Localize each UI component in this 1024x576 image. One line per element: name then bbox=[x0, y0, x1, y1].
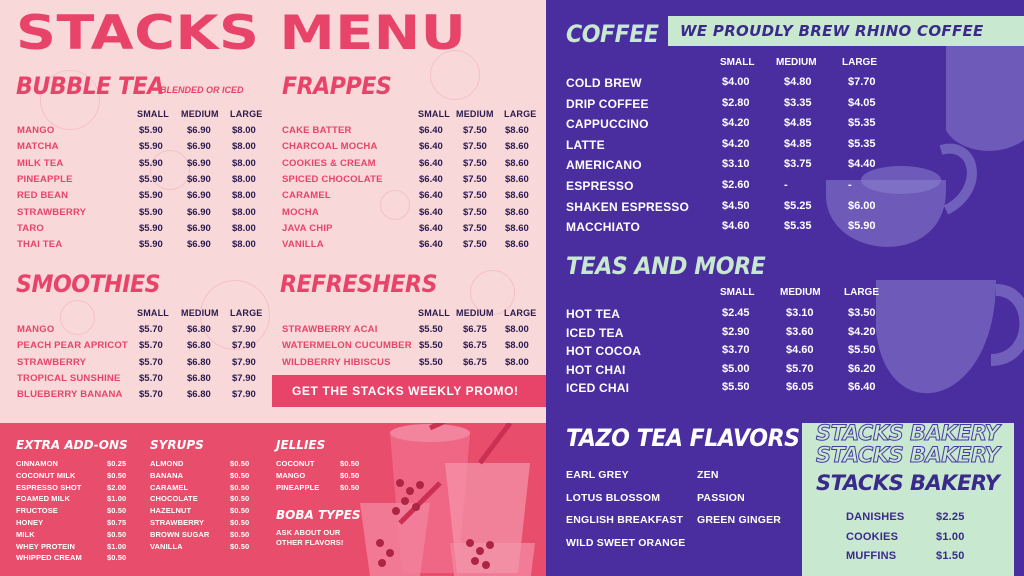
price-small: $6.40 bbox=[419, 141, 443, 153]
price-large: $8.00 bbox=[505, 324, 529, 335]
price-medium: $6.75 bbox=[463, 356, 487, 368]
menu-item-name: MANGO bbox=[17, 125, 55, 136]
price-small: $5.50 bbox=[419, 324, 443, 335]
menu-item-name: ICED CHAI bbox=[566, 381, 630, 396]
price-small: $5.90 bbox=[139, 157, 163, 169]
price-small: $6.40 bbox=[419, 222, 443, 234]
price-small: $5.90 bbox=[139, 125, 163, 136]
price-large: - bbox=[848, 179, 852, 191]
addon-item-price: $0.50 bbox=[230, 518, 250, 527]
price-medium: $5.70 bbox=[786, 362, 814, 375]
addon-item-name: ALMOND bbox=[150, 459, 184, 468]
menu-item-name: MANGO bbox=[17, 324, 55, 335]
price-large: $7.70 bbox=[848, 76, 876, 88]
addon-item-name: WHIPPED CREAM bbox=[16, 553, 82, 563]
addon-item-name: MILK bbox=[16, 529, 35, 539]
price-large: $8.00 bbox=[232, 125, 256, 136]
addon-item-name: HONEY bbox=[16, 518, 44, 527]
menu-item-name: STRAWBERRY ACAI bbox=[282, 324, 378, 335]
price-small: $5.90 bbox=[139, 141, 163, 153]
price-medium: $6.90 bbox=[187, 206, 211, 218]
price-medium: $7.50 bbox=[463, 157, 487, 169]
size-header: LARGE bbox=[230, 109, 263, 119]
price-medium: $6.80 bbox=[187, 324, 211, 335]
price-medium: $3.10 bbox=[786, 307, 814, 319]
price-small: $4.20 bbox=[722, 137, 750, 150]
menu-item-name: THAI TEA bbox=[17, 239, 63, 251]
size-header: SMALL bbox=[137, 308, 169, 318]
price-small: $3.70 bbox=[722, 344, 750, 357]
rhino-coffee-banner bbox=[668, 16, 1024, 46]
price-small: $5.00 bbox=[722, 362, 750, 375]
menu-item-name: SHAKEN ESPRESSO bbox=[566, 199, 690, 214]
price-large: $7.90 bbox=[232, 356, 256, 368]
price-medium: $4.80 bbox=[784, 76, 812, 88]
price-medium: $5.35 bbox=[784, 220, 812, 233]
price-large: $8.60 bbox=[505, 222, 529, 234]
size-header: LARGE bbox=[842, 57, 877, 68]
addon-item-price: $0.50 bbox=[230, 494, 250, 504]
price-medium: $3.35 bbox=[784, 96, 812, 109]
menu-item-name: TROPICAL SUNSHINE bbox=[17, 372, 121, 384]
rhino-coffee-text: WE PROUDLY BREW RHINO COFFEE bbox=[680, 22, 984, 40]
bakery-item-price: $2.25 bbox=[936, 511, 965, 523]
price-large: $8.60 bbox=[505, 190, 529, 202]
menu-item-name: HOT COCOA bbox=[566, 344, 642, 359]
menu-item-name: STRAWBERRY bbox=[17, 206, 87, 218]
price-large: $5.90 bbox=[848, 220, 876, 233]
addon-item-name: COCONUT MILK bbox=[16, 470, 76, 480]
price-medium: $7.50 bbox=[463, 173, 487, 185]
price-small: $2.60 bbox=[722, 179, 750, 191]
addon-item-name: FOAMED MILK bbox=[16, 494, 71, 504]
addon-item-price: $0.50 bbox=[230, 470, 250, 480]
bakery-item-name: COOKIES bbox=[846, 530, 899, 543]
price-medium: $4.60 bbox=[786, 344, 814, 357]
price-large: $8.00 bbox=[505, 356, 529, 368]
bakery-title-echo: STACKS BAKERY bbox=[816, 421, 1000, 445]
addon-item-price: $0.50 bbox=[107, 506, 127, 516]
menu-item-name: CAKE BATTER bbox=[282, 125, 352, 136]
price-large: $8.00 bbox=[232, 190, 256, 202]
price-medium: $3.60 bbox=[786, 325, 814, 338]
addon-item-name: HAZELNUT bbox=[150, 506, 192, 516]
tazo-flavor: PASSION bbox=[697, 491, 745, 504]
size-header: LARGE bbox=[844, 287, 879, 298]
price-medium: $3.75 bbox=[784, 158, 812, 171]
menu-item-name: TARO bbox=[17, 222, 45, 234]
size-header: SMALL bbox=[720, 287, 755, 298]
price-small: $5.70 bbox=[139, 324, 163, 335]
menu-item-name: PEACH PEAR APRICOT bbox=[17, 340, 128, 352]
menu-item-name: HOT CHAI bbox=[566, 362, 626, 377]
price-small: $5.70 bbox=[139, 356, 163, 368]
price-large: $6.20 bbox=[848, 362, 876, 375]
price-small: $2.45 bbox=[722, 307, 750, 319]
price-large: $8.60 bbox=[505, 239, 529, 251]
bakery-item-price: $1.00 bbox=[936, 530, 965, 543]
price-large: $5.35 bbox=[848, 137, 876, 150]
price-small: $6.40 bbox=[419, 239, 443, 251]
boba-note-line1: ASK ABOUT OUR bbox=[276, 528, 341, 537]
addon-item-price: $0.50 bbox=[230, 482, 250, 492]
size-header: MEDIUM bbox=[780, 287, 821, 298]
price-medium: $7.50 bbox=[463, 125, 487, 136]
menu-item-name: COLD BREW bbox=[566, 76, 642, 90]
price-large: $8.00 bbox=[232, 157, 256, 169]
price-small: $6.40 bbox=[419, 173, 443, 185]
addon-item-name: ESPRESSO SHOT bbox=[16, 482, 82, 492]
price-medium: $6.80 bbox=[187, 356, 211, 368]
addon-item-price: $0.25 bbox=[107, 459, 127, 468]
menu-item-name: MILK TEA bbox=[17, 157, 64, 169]
size-header: MEDIUM bbox=[181, 308, 219, 318]
size-header: SMALL bbox=[418, 308, 450, 318]
menu-item-name: JAVA CHIP bbox=[282, 222, 333, 234]
addon-item-price: $0.50 bbox=[230, 529, 250, 539]
addon-item-name: FRUCTOSE bbox=[16, 506, 58, 516]
price-small: $5.90 bbox=[139, 173, 163, 185]
price-medium: $6.90 bbox=[187, 157, 211, 169]
price-small: $6.40 bbox=[419, 125, 443, 136]
price-small: $2.80 bbox=[722, 96, 750, 109]
menu-item-name: MATCHA bbox=[17, 141, 59, 153]
addon-item-price: $1.00 bbox=[107, 494, 127, 504]
price-medium: $6.90 bbox=[187, 239, 211, 251]
syrups-title: SYRUPS bbox=[150, 438, 204, 452]
price-large: $6.40 bbox=[848, 381, 876, 394]
price-large: $8.00 bbox=[232, 173, 256, 185]
price-medium: $6.75 bbox=[463, 340, 487, 352]
menu-item-name: WILDBERRY HIBISCUS bbox=[282, 356, 391, 368]
addon-item-price: $0.50 bbox=[107, 553, 127, 563]
price-medium: $4.85 bbox=[784, 137, 812, 150]
size-header: LARGE bbox=[504, 308, 537, 318]
price-large: $8.60 bbox=[505, 157, 529, 169]
tazo-flavor: EARL GREY bbox=[566, 469, 629, 481]
addon-item-price: $2.00 bbox=[107, 482, 127, 492]
price-small: $4.60 bbox=[722, 220, 750, 233]
price-small: $5.90 bbox=[139, 222, 163, 234]
price-small: $3.10 bbox=[722, 158, 750, 171]
price-small: $5.90 bbox=[139, 239, 163, 251]
price-small: $4.20 bbox=[722, 117, 750, 130]
size-header: LARGE bbox=[230, 308, 263, 318]
price-small: $4.50 bbox=[722, 199, 750, 212]
bubble-tea-cups-illustration bbox=[360, 423, 546, 576]
frappes-title: FRAPPES bbox=[282, 72, 392, 100]
price-small: $2.90 bbox=[722, 325, 750, 338]
price-medium: $7.50 bbox=[463, 206, 487, 218]
price-large: $4.05 bbox=[848, 96, 876, 109]
price-large: $6.00 bbox=[848, 199, 876, 212]
teas-title: TEAS AND MORE bbox=[566, 252, 766, 280]
price-small: $5.90 bbox=[139, 206, 163, 218]
price-medium: $7.50 bbox=[463, 141, 487, 153]
decor-circle bbox=[60, 300, 95, 335]
size-header: MEDIUM bbox=[181, 109, 219, 119]
price-small: $6.40 bbox=[419, 157, 443, 169]
price-large: $7.90 bbox=[232, 389, 256, 401]
jellies-title: JELLIES bbox=[276, 438, 326, 452]
price-small: $6.40 bbox=[419, 206, 443, 218]
menu-item-name: COOKIES & CREAM bbox=[282, 157, 376, 169]
bakery-item-name: DANISHES bbox=[846, 511, 905, 523]
addon-item-price: $0.50 bbox=[340, 482, 360, 492]
addons-title: EXTRA ADD-ONS bbox=[16, 438, 128, 452]
menu-item-name: ESPRESSO bbox=[566, 179, 634, 193]
coffee-cups-illustration bbox=[796, 30, 1024, 460]
price-large: $8.00 bbox=[232, 239, 256, 251]
price-large: $8.00 bbox=[232, 206, 256, 218]
size-header: SMALL bbox=[720, 57, 755, 68]
price-small: $5.50 bbox=[722, 381, 750, 394]
price-large: $8.00 bbox=[232, 141, 256, 153]
addon-item-price: $0.50 bbox=[230, 506, 250, 516]
price-large: $7.90 bbox=[232, 324, 256, 335]
addon-item-price: $0.50 bbox=[230, 459, 250, 468]
menu-item-name: HOT TEA bbox=[566, 307, 621, 321]
addon-item-name: VANILLA bbox=[150, 541, 183, 551]
size-header: SMALL bbox=[418, 109, 450, 119]
price-large: $8.60 bbox=[505, 125, 529, 136]
tazo-title: TAZO TEA FLAVORS bbox=[566, 424, 800, 452]
addon-item-price: $0.50 bbox=[230, 541, 250, 551]
addon-item-name: COCONUT bbox=[276, 459, 315, 468]
tazo-flavor: GREEN GINGER bbox=[697, 514, 782, 526]
price-medium: - bbox=[784, 179, 788, 191]
price-medium: $6.80 bbox=[187, 340, 211, 352]
addon-item-price: $1.00 bbox=[107, 541, 127, 551]
price-medium: $6.80 bbox=[187, 389, 211, 401]
price-large: $5.50 bbox=[848, 344, 876, 357]
addon-item-name: CARAMEL bbox=[150, 482, 189, 492]
addon-item-price: $0.50 bbox=[107, 529, 127, 539]
addon-item-price: $0.50 bbox=[340, 459, 360, 468]
price-large: $8.00 bbox=[232, 222, 256, 234]
price-large: $5.35 bbox=[848, 117, 876, 130]
size-header: MEDIUM bbox=[776, 57, 817, 68]
addon-item-name: CHOCOLATE bbox=[150, 494, 198, 504]
price-medium: $7.50 bbox=[463, 239, 487, 251]
addon-item-name: MANGO bbox=[276, 470, 306, 480]
menu-item-name: WATERMELON CUCUMBER bbox=[282, 340, 412, 352]
price-small: $5.70 bbox=[139, 340, 163, 352]
addon-item-price: $0.75 bbox=[107, 518, 127, 527]
price-small: $5.70 bbox=[139, 389, 163, 401]
price-small: $5.90 bbox=[139, 190, 163, 202]
tazo-flavor: ENGLISH BREAKFAST bbox=[566, 514, 684, 526]
price-small: $5.70 bbox=[139, 372, 163, 384]
addon-item-name: BROWN SUGAR bbox=[150, 529, 210, 539]
menu-item-name: VANILLA bbox=[282, 239, 324, 251]
addon-item-price: $0.50 bbox=[107, 470, 127, 480]
price-small: $5.50 bbox=[419, 356, 443, 368]
menu-item-name: MACCHIATO bbox=[566, 220, 641, 235]
menu-item-name: LATTE bbox=[566, 137, 605, 152]
tazo-flavor: ZEN bbox=[697, 469, 719, 481]
tazo-flavor: LOTUS BLOSSOM bbox=[566, 491, 661, 504]
bakery-title: STACKS BAKERY bbox=[816, 471, 1000, 495]
menu-item-name: STRAWBERRY bbox=[17, 356, 87, 368]
bakery-title-echo: STACKS BAKERY bbox=[816, 443, 1000, 467]
size-header: MEDIUM bbox=[456, 109, 494, 119]
price-large: $8.60 bbox=[505, 173, 529, 185]
price-medium: $4.85 bbox=[784, 117, 812, 130]
size-header: SMALL bbox=[137, 109, 169, 119]
addon-item-name: PINEAPPLE bbox=[276, 482, 320, 492]
menu-item-name: CHARCOAL MOCHA bbox=[282, 141, 378, 153]
menu-title: STACKS MENU bbox=[16, 6, 467, 61]
price-medium: $7.50 bbox=[463, 222, 487, 234]
price-small: $5.50 bbox=[419, 340, 443, 352]
price-large: $8.60 bbox=[505, 206, 529, 218]
boba-note-line2: OTHER FLAVORS! bbox=[276, 538, 344, 547]
price-medium: $6.90 bbox=[187, 173, 211, 185]
tazo-flavor: WILD SWEET ORANGE bbox=[566, 536, 686, 549]
addon-item-price: $0.50 bbox=[340, 470, 360, 480]
menu-item-name: SPICED CHOCOLATE bbox=[282, 173, 383, 185]
price-medium: $6.90 bbox=[187, 222, 211, 234]
menu-item-name: CARAMEL bbox=[282, 190, 331, 202]
bubble-tea-title: BUBBLE TEA bbox=[16, 72, 164, 100]
price-large: $8.60 bbox=[505, 141, 529, 153]
coffee-title: COFFEE bbox=[566, 20, 659, 48]
price-large: $7.90 bbox=[232, 372, 256, 384]
price-large: $8.00 bbox=[505, 340, 529, 352]
size-header: MEDIUM bbox=[456, 308, 494, 318]
price-medium: $6.90 bbox=[187, 190, 211, 202]
price-large: $7.90 bbox=[232, 340, 256, 352]
menu-item-name: DRIP COFFEE bbox=[566, 96, 649, 111]
bubble-tea-subtitle: BLENDED OR ICED bbox=[160, 85, 244, 95]
menu-item-name: CAPPUCCINO bbox=[566, 117, 649, 132]
price-medium: $6.90 bbox=[187, 125, 211, 136]
menu-item-name: ICED TEA bbox=[566, 325, 624, 340]
bakery-item-name: MUFFINS bbox=[846, 550, 897, 562]
price-large: $3.50 bbox=[848, 307, 876, 319]
price-medium: $6.05 bbox=[786, 381, 814, 394]
weekly-promo-banner[interactable] bbox=[272, 375, 546, 407]
decor-circle bbox=[380, 190, 410, 220]
boba-types-title: BOBA TYPES bbox=[276, 508, 361, 522]
menu-item-name: PINEAPPLE bbox=[17, 173, 73, 185]
price-small: $4.00 bbox=[722, 76, 750, 88]
price-small: $6.40 bbox=[419, 190, 443, 202]
menu-item-name: AMERICANO bbox=[566, 158, 642, 173]
price-medium: $5.25 bbox=[784, 199, 812, 212]
addon-item-name: BANANA bbox=[150, 470, 184, 480]
addon-item-name: STRAWBERRY bbox=[150, 518, 205, 527]
bakery-item-price: $1.50 bbox=[936, 550, 965, 562]
addon-item-name: WHEY PROTEIN bbox=[16, 541, 75, 551]
price-medium: $7.50 bbox=[463, 190, 487, 202]
refreshers-title: REFRESHERS bbox=[280, 270, 438, 298]
promo-text: GET THE STACKS WEEKLY PROMO! bbox=[292, 384, 519, 398]
addon-item-name: CINNAMON bbox=[16, 459, 59, 468]
menu-item-name: BLUEBERRY BANANA bbox=[17, 389, 123, 401]
price-medium: $6.75 bbox=[463, 324, 487, 335]
smoothies-title: SMOOTHIES bbox=[16, 270, 161, 298]
menu-item-name: MOCHA bbox=[282, 206, 319, 218]
price-medium: $6.80 bbox=[187, 372, 211, 384]
bakery-panel bbox=[802, 423, 1014, 576]
menu-item-name: RED BEAN bbox=[17, 190, 69, 202]
price-medium: $6.90 bbox=[187, 141, 211, 153]
price-large: $4.40 bbox=[848, 158, 876, 171]
price-large: $4.20 bbox=[848, 325, 876, 338]
size-header: LARGE bbox=[504, 109, 537, 119]
